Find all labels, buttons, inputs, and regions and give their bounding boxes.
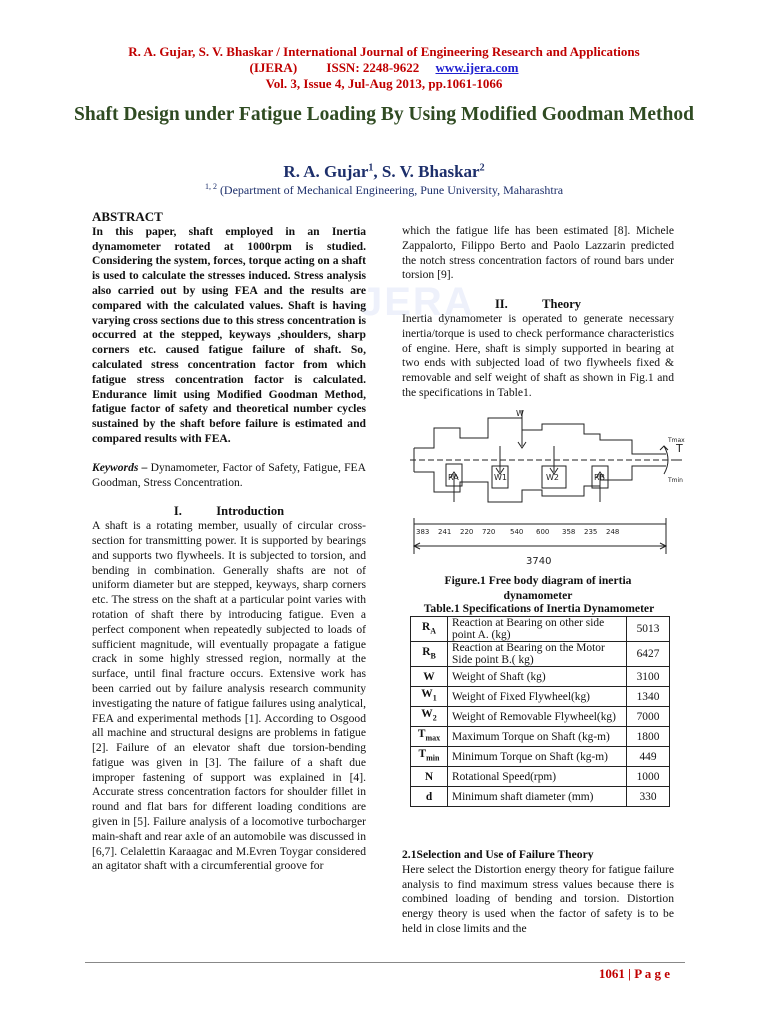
- intro-heading: [92, 504, 366, 519]
- table-cell-value: 6427: [627, 642, 670, 667]
- author-2-sup: 2: [479, 162, 485, 174]
- symbol-text: R: [422, 645, 431, 658]
- author-line: [0, 162, 768, 182]
- author-1-sup: 1: [368, 162, 374, 174]
- table-cell-description: Rotational Speed(rpm): [448, 767, 627, 787]
- label-w2: W2: [546, 473, 559, 482]
- dim-6: 600: [536, 528, 550, 536]
- journal-url-link[interactable]: www.ijera.com: [435, 60, 519, 75]
- table-cell-description: Minimum Torque on Shaft (kg-m): [448, 747, 627, 767]
- table-cell-symbol: [411, 727, 448, 747]
- label-w1: W1: [494, 473, 507, 482]
- table-cell-description: Reaction at Bearing on the Motor Side point B.( kg): [448, 642, 627, 667]
- label-rb: RB: [594, 473, 606, 482]
- table-row: [411, 707, 670, 727]
- table-cell-symbol: [411, 642, 448, 667]
- table-row: [411, 642, 670, 667]
- author-separator: ,: [373, 162, 382, 181]
- table-cell-symbol: [411, 667, 448, 687]
- page-number-value: 1061: [598, 966, 625, 981]
- symbol-text: N: [424, 770, 434, 783]
- dim-3: 220: [460, 528, 474, 536]
- symbol-text: W: [423, 670, 435, 683]
- dim-9: 248: [606, 528, 620, 536]
- dim-2: 241: [438, 528, 452, 536]
- symbol-text: d: [425, 790, 433, 803]
- symbol-subscript: 2: [432, 713, 437, 723]
- symbol-text: T: [418, 748, 427, 761]
- table-cell-value: 1800: [627, 727, 670, 747]
- table-cell-description: Minimum shaft diameter (mm): [448, 787, 627, 807]
- shaft-diagram-svg: [402, 406, 692, 572]
- keywords: [92, 461, 366, 491]
- table-cell-description: Reaction at Bearing on other side point A. (kg): [448, 617, 627, 642]
- symbol-text: T: [417, 728, 426, 741]
- specifications-table: [410, 616, 670, 807]
- journal-abbrev: (IJERA): [249, 60, 298, 75]
- figure-free-body-diagram: [402, 406, 692, 572]
- section-2-1-heading: 2.1Selection and Use of Failure Theory: [402, 848, 594, 861]
- abstract-body: In this paper, shaft employed in an Inertia dynamometer rotated at 1000rpm is studied. Considering the system, forces, torque acting on a shaft is used to calculate the stresses induced. Stress analysis also carried out by using FEA and the results are compared with the calculated values. Shaft is having varying cross sections due to this stress concentration is occurred at the stepped, keyways ,shoulders, sharp corners etc. caused fatigue failure of shaft. So, calculated stress concentration factor from which fatigue stress concentration factor is calculated. Endurance limit using Modified Goodman Method, fatigue factor of safety and theoretical number cycles sustained by the shaft before failure is estimated and compared results with FEA.: [92, 224, 366, 445]
- table-row: [411, 667, 670, 687]
- table-cell-symbol: [411, 707, 448, 727]
- table-row: [411, 727, 670, 747]
- journal-header-line1: R. A. Gujar, S. V. Bhaskar / International Journal of Engineering Research and Applications: [128, 44, 640, 59]
- figure-caption-line2: dynamometer: [503, 588, 573, 602]
- figure-caption: [402, 574, 674, 603]
- table-cell-description: Maximum Torque on Shaft (kg-m): [448, 727, 627, 747]
- section-2-1: [402, 848, 674, 937]
- right-column-top: [402, 224, 674, 401]
- dim-7: 358: [562, 528, 576, 536]
- table-cell-value: 449: [627, 747, 670, 767]
- table-row: [411, 787, 670, 807]
- symbol-text: W: [421, 688, 433, 701]
- affiliation: [0, 182, 768, 198]
- dim-total: 3740: [526, 556, 552, 567]
- table-cell-value: 7000: [627, 707, 670, 727]
- theory-heading: [402, 297, 674, 312]
- table-cell-symbol: [411, 617, 448, 642]
- page-number: [599, 966, 670, 982]
- symbol-text: R: [421, 620, 431, 633]
- page-number-sep: |: [624, 966, 635, 981]
- dim-4: 720: [482, 528, 496, 536]
- table-cell-value: 1340: [627, 687, 670, 707]
- table-caption: Table.1 Specifications of Inertia Dynamometer: [423, 602, 655, 615]
- table-cell-description: Weight of Removable Flywheel(kg): [448, 707, 627, 727]
- affiliation-sup: 1, 2: [204, 182, 217, 191]
- footer-rule: [85, 962, 685, 963]
- table-row: [411, 767, 670, 787]
- label-ra: RA: [448, 473, 459, 482]
- label-tmin: Tmin: [668, 477, 683, 484]
- symbol-subscript: max: [425, 733, 441, 743]
- theory-body: Inertia dynamometer is operated to generate necessary inertia/torque is used to check performance characteristics of engine. Here, shaft is simply supported in bearing at two ends with subjected load of two flywheels fixed & removable and self weight of shaft as shown in Fig.1 and the specifications in Table1.: [402, 311, 674, 399]
- table-cell-description: Weight of Shaft (kg): [448, 667, 627, 687]
- dim-1: 383: [416, 528, 430, 536]
- paper-title: Shaft Design under Fatigue Loading By Using Modified Goodman Method: [74, 104, 694, 125]
- table-cell-symbol: [411, 767, 448, 787]
- table-row: [411, 687, 670, 707]
- theory-num: II.: [494, 297, 508, 312]
- dim-8: 235: [584, 528, 598, 536]
- figure-caption-line1: Figure.1 Free body diagram of inertia: [444, 574, 632, 587]
- page-word: P a g e: [634, 966, 670, 981]
- section-2-1-body: Here select the Distortion energy theory for fatigue failure analysis to find maximum stress values because there is combined loading of bending and torsion. Distortion energy theory is used when the factor of safety is to be held in close limits and the: [402, 862, 674, 935]
- author-2: S. V. Bhaskar: [381, 162, 480, 181]
- table-cell-value: 1000: [627, 767, 670, 787]
- journal-header-line3: Vol. 3, Issue 4, Jul-Aug 2013, pp.1061-1066: [265, 76, 503, 91]
- table-row: [411, 617, 670, 642]
- abstract-heading: ABSTRACT: [92, 209, 163, 224]
- related-work-continued: which the fatigue life has been estimated [8]. Michele Zappalorto, Filippo Berto and Paolo Lazzarin predicted the notch stress concentration factors of round bars under torsion [9].: [402, 224, 674, 282]
- affiliation-text: (Department of Mechanical Engineering, Pune University, Maharashtra: [219, 183, 564, 197]
- table-cell-value: 3100: [627, 667, 670, 687]
- keywords-text: Dynamometer, Factor of Safety, Fatigue, FEA Goodman, Stress Concentration.: [92, 460, 366, 489]
- table-cell-symbol: [411, 747, 448, 767]
- dim-5: 540: [510, 528, 524, 536]
- symbol-subscript: 1: [432, 693, 437, 703]
- table-cell-symbol: [411, 787, 448, 807]
- table-cell-symbol: [411, 687, 448, 707]
- keywords-label: Keywords –: [92, 460, 148, 474]
- symbol-subscript: B: [430, 651, 436, 661]
- symbol-text: W: [421, 708, 433, 721]
- intro-body: A shaft is a rotating member, usually of circular cross-section for transmitting power. It is supported by bearings and supports two flywheels. It is subjected to torsion, and bending in combination. Generally shafts are not of uniform diameter but are stepped, keyways, sharp corners etc. The stress on the shaft at a particular point varies with rotation of shaft there by introducing fatigue. Even a perfect component when repeatedly subjected to loads of sufficient magnitude, will eventually propagate a fatigue crack in some highly stressed region, normally at the surface, until final fracture occurs. Extensive work has been carried out by failure analysis research community investigating the nature of fatigue failures using analytical, FEA and experimental methods [1]. According to Osgood all machine and structural designs are problems in fatigue [2]. Failure of an elevator shaft due torsion-bending fatigue was given in [3]. The failure of a shaft due improper fastening of support was explained in [4]. Accurate stress concentration factors for shoulder fillet in round and flat bars for different loading conditions are given in [5]. Failure analysis of a locomotive turbocharger main-shaft and rear axle of an automobile was discussed in [6,7]. Celalettin Karaagac and M.Evren Toygar considered an agitator shaft with a circumferential groove for: [92, 519, 366, 873]
- table-cell-description: Weight of Fixed Flywheel(kg): [448, 687, 627, 707]
- author-1: R. A. Gujar: [283, 162, 369, 181]
- intro-num: I.: [173, 504, 182, 519]
- watermark-logo: JERA: [360, 280, 475, 324]
- table-row: [411, 747, 670, 767]
- theory-title: Theory: [542, 297, 582, 312]
- left-column: [92, 210, 366, 874]
- intro-title: Introduction: [216, 504, 285, 519]
- journal-header-line2: [0, 60, 768, 76]
- specifications-table-body: [411, 617, 670, 807]
- table-cell-value: 5013: [627, 617, 670, 642]
- table-cell-value: 330: [627, 787, 670, 807]
- label-tmax: Tmax: [668, 437, 685, 444]
- label-w: W: [516, 409, 524, 418]
- symbol-subscript: A: [430, 626, 436, 636]
- symbol-subscript: min: [426, 753, 440, 763]
- label-t: T: [676, 442, 683, 455]
- issn: ISSN: 2248-9622: [326, 60, 420, 75]
